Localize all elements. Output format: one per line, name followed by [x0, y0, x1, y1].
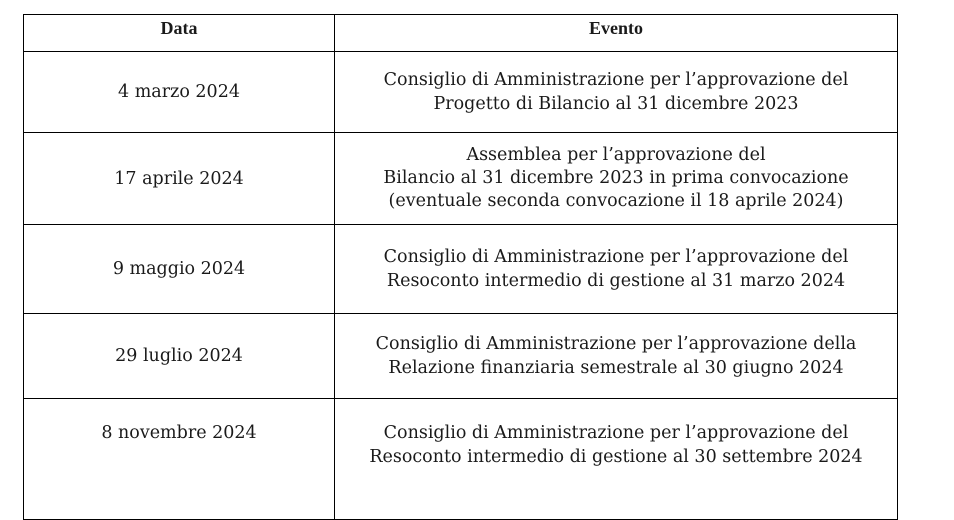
event-line: Consiglio di Amministrazione per l’approvazione della — [375, 334, 857, 354]
event-line: Consiglio di Amministrazione per l’approvazione del — [383, 423, 849, 443]
table-row — [24, 133, 898, 225]
date-cell: 29 luglio 2024 — [24, 314, 335, 399]
table-header-row — [24, 15, 898, 52]
table-row — [24, 52, 898, 133]
event-line: Consiglio di Amministrazione per l’approvazione del — [383, 247, 849, 267]
event-cell — [335, 52, 898, 133]
event-cell — [335, 399, 898, 520]
event-line: Assemblea per l’approvazione del — [466, 145, 766, 165]
table-row — [24, 225, 898, 314]
table-row — [24, 399, 898, 520]
date-cell: 8 novembre 2024 — [24, 399, 335, 520]
date-cell: 4 marzo 2024 — [24, 52, 335, 133]
event-line: (eventuale seconda convocazione il 18 aprile 2024) — [388, 191, 844, 211]
event-line: Resoconto intermedio di gestione al 31 marzo 2024 — [386, 271, 846, 291]
header-event: Evento — [335, 15, 898, 52]
event-cell — [335, 314, 898, 399]
date-cell: 17 aprile 2024 — [24, 133, 335, 225]
event-line: Bilancio al 31 dicembre 2023 in prima convocazione — [383, 168, 849, 188]
header-date: Data — [24, 15, 335, 52]
event-line: Progetto di Bilancio al 31 dicembre 2023 — [433, 94, 799, 114]
event-line: Consiglio di Amministrazione per l’approvazione del — [383, 70, 849, 90]
corporate-calendar-table — [23, 14, 898, 520]
event-cell — [335, 133, 898, 225]
event-cell — [335, 225, 898, 314]
event-line: Resoconto intermedio di gestione al 30 settembre 2024 — [369, 447, 863, 467]
event-line: Relazione finanziaria semestrale al 30 giugno 2024 — [388, 358, 844, 378]
table-row — [24, 314, 898, 399]
date-cell: 9 maggio 2024 — [24, 225, 335, 314]
